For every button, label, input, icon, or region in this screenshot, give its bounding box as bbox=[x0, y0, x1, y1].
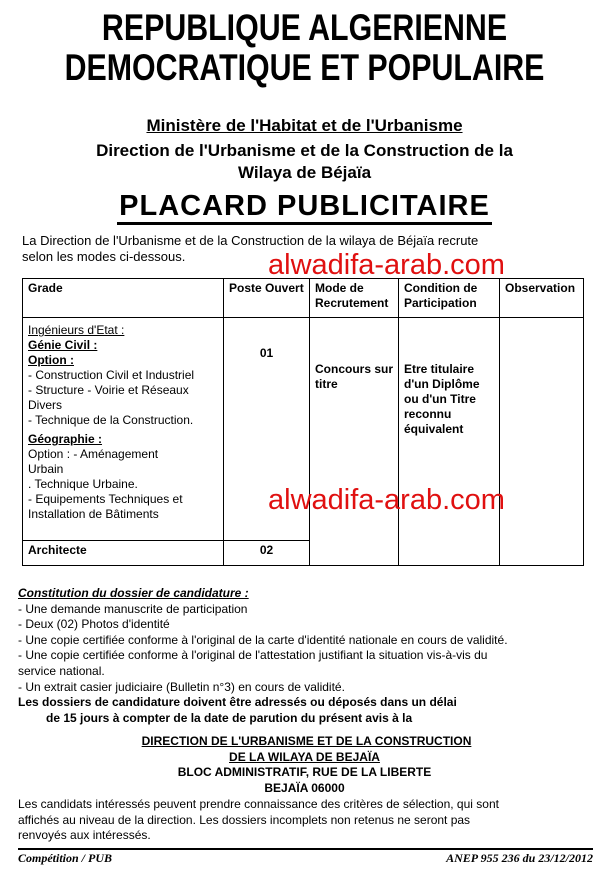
dossier-notice-line1: Les dossiers de candidature doivent être adressés ou déposés dans un délai bbox=[18, 695, 457, 710]
address-line3: BLOC ADMINISTRATIF, RUE DE LA LIBERTE bbox=[177, 765, 432, 779]
grade-geographie: Géographie : bbox=[28, 432, 103, 446]
grade-geo-3b: Installation de Bâtiments bbox=[28, 507, 159, 521]
dossier-title: Constitution du dossier de candidature : bbox=[18, 586, 249, 600]
recruitment-table bbox=[22, 278, 584, 566]
grade-cell bbox=[23, 318, 224, 541]
republic-title bbox=[55, 8, 554, 88]
intro-line1: La Direction de l'Urbanisme et de la Construction de la wilaya de Béjaïa recrute bbox=[22, 233, 479, 248]
grade-architecte: Architecte bbox=[23, 541, 224, 566]
dossier-notice-line2: de 15 jours à compter de la date de parution du présent avis à la bbox=[46, 710, 413, 725]
dossier-item: service national. bbox=[18, 663, 105, 678]
placard-title-text: PLACARD PUBLICITAIRE bbox=[117, 190, 492, 225]
address-line1: DIRECTION DE L'URBANISME ET DE LA CONSTRUCTION bbox=[141, 734, 472, 748]
grade-option-3: - Technique de la Construction. bbox=[28, 413, 194, 427]
dossier-item: - Deux (02) Photos d'identité bbox=[18, 617, 170, 632]
footer-left: Compétition / PUB bbox=[18, 851, 113, 865]
closing-line2: affichés au niveau de la direction. Les dossiers incomplets non retenus ne seront pas bbox=[18, 812, 471, 827]
grade-geo-option-b: Urbain bbox=[28, 462, 64, 476]
republic-title-line2: DEMOCRATIQUE ET POPULAIRE bbox=[64, 47, 545, 88]
header-mode: Mode de Recrutement bbox=[310, 279, 399, 318]
grade-option-1: - Construction Civil et Industriel bbox=[28, 368, 195, 382]
observation-cell bbox=[500, 318, 584, 566]
postes-cell-1: 01 bbox=[224, 318, 310, 541]
grade-option-2b: Divers bbox=[28, 398, 63, 412]
ministry-name: Ministère de l'Habitat et de l'Urbanisme bbox=[146, 116, 463, 135]
footer-right: ANEP 955 236 du 23/12/2012 bbox=[446, 851, 593, 865]
header-condition: Condition de Participation bbox=[399, 279, 500, 318]
grade-option-2a: - Structure - Voirie et Réseaux bbox=[28, 383, 189, 397]
grade-genie-civil: Génie Civil : bbox=[28, 338, 98, 352]
table-header-row bbox=[23, 279, 584, 318]
republic-title-line1: REPUBLIQUE ALGERIENNE bbox=[101, 7, 508, 48]
address-block bbox=[0, 734, 609, 796]
grade-geo-3a: - Equipements Techniques et bbox=[28, 492, 183, 506]
footer-rule bbox=[18, 848, 593, 850]
watermark-top: alwadifa-arab.com bbox=[268, 249, 505, 281]
dossier-item: - Un extrait casier judiciaire (Bulletin n°3) en cours de validité. bbox=[18, 679, 345, 694]
postes-cell-2: 02 bbox=[224, 541, 310, 566]
watermark-middle: alwadifa-arab.com bbox=[268, 484, 505, 516]
grade-geo-option-a: Option : - Aménagement bbox=[28, 447, 159, 461]
intro-line2: selon les modes ci-dessous. bbox=[22, 249, 186, 264]
grade-geo-2: . Technique Urbaine. bbox=[28, 477, 138, 491]
grade-option-label: Option : bbox=[28, 353, 74, 367]
dossier-item: - Une demande manuscrite de participation bbox=[18, 601, 248, 616]
direction-line2: Wilaya de Béjaïa bbox=[237, 163, 372, 182]
address-line2: DE LA WILAYA DE BEJAÏA bbox=[229, 749, 380, 764]
header-observation: Observation bbox=[500, 279, 584, 318]
footer bbox=[18, 851, 593, 866]
dossier-section bbox=[18, 586, 593, 726]
dossier-item: - Une copie certifiée conforme à l'original de l'attestation justifiant la situation vis-à-vis du bbox=[18, 648, 488, 663]
closing-text bbox=[18, 797, 593, 844]
header-grade: Grade bbox=[23, 279, 224, 318]
header-postes: Poste Ouvert bbox=[224, 279, 310, 318]
address-line4: BEJAÏA 06000 bbox=[264, 780, 345, 795]
condition-cell: Etre titulaire d'un Diplôme ou d'un Titre reconnu équivalent bbox=[399, 318, 500, 566]
mode-cell: Concours sur titre bbox=[310, 318, 399, 566]
direction-line1: Direction de l'Urbanisme et de la Construction de la bbox=[96, 141, 513, 160]
closing-line3: renvoyés aux intéressés. bbox=[18, 828, 151, 843]
dossier-item: - Une copie certifiée conforme à l'original de la carte d'identité nationale en cours de validité. bbox=[18, 632, 508, 647]
closing-line1: Les candidats intéressés peuvent prendre connaissance des critères de sélection, qui sont bbox=[18, 797, 499, 811]
grade-ingenieurs: Ingénieurs d'Etat : bbox=[28, 323, 125, 337]
placard-title bbox=[0, 190, 609, 223]
